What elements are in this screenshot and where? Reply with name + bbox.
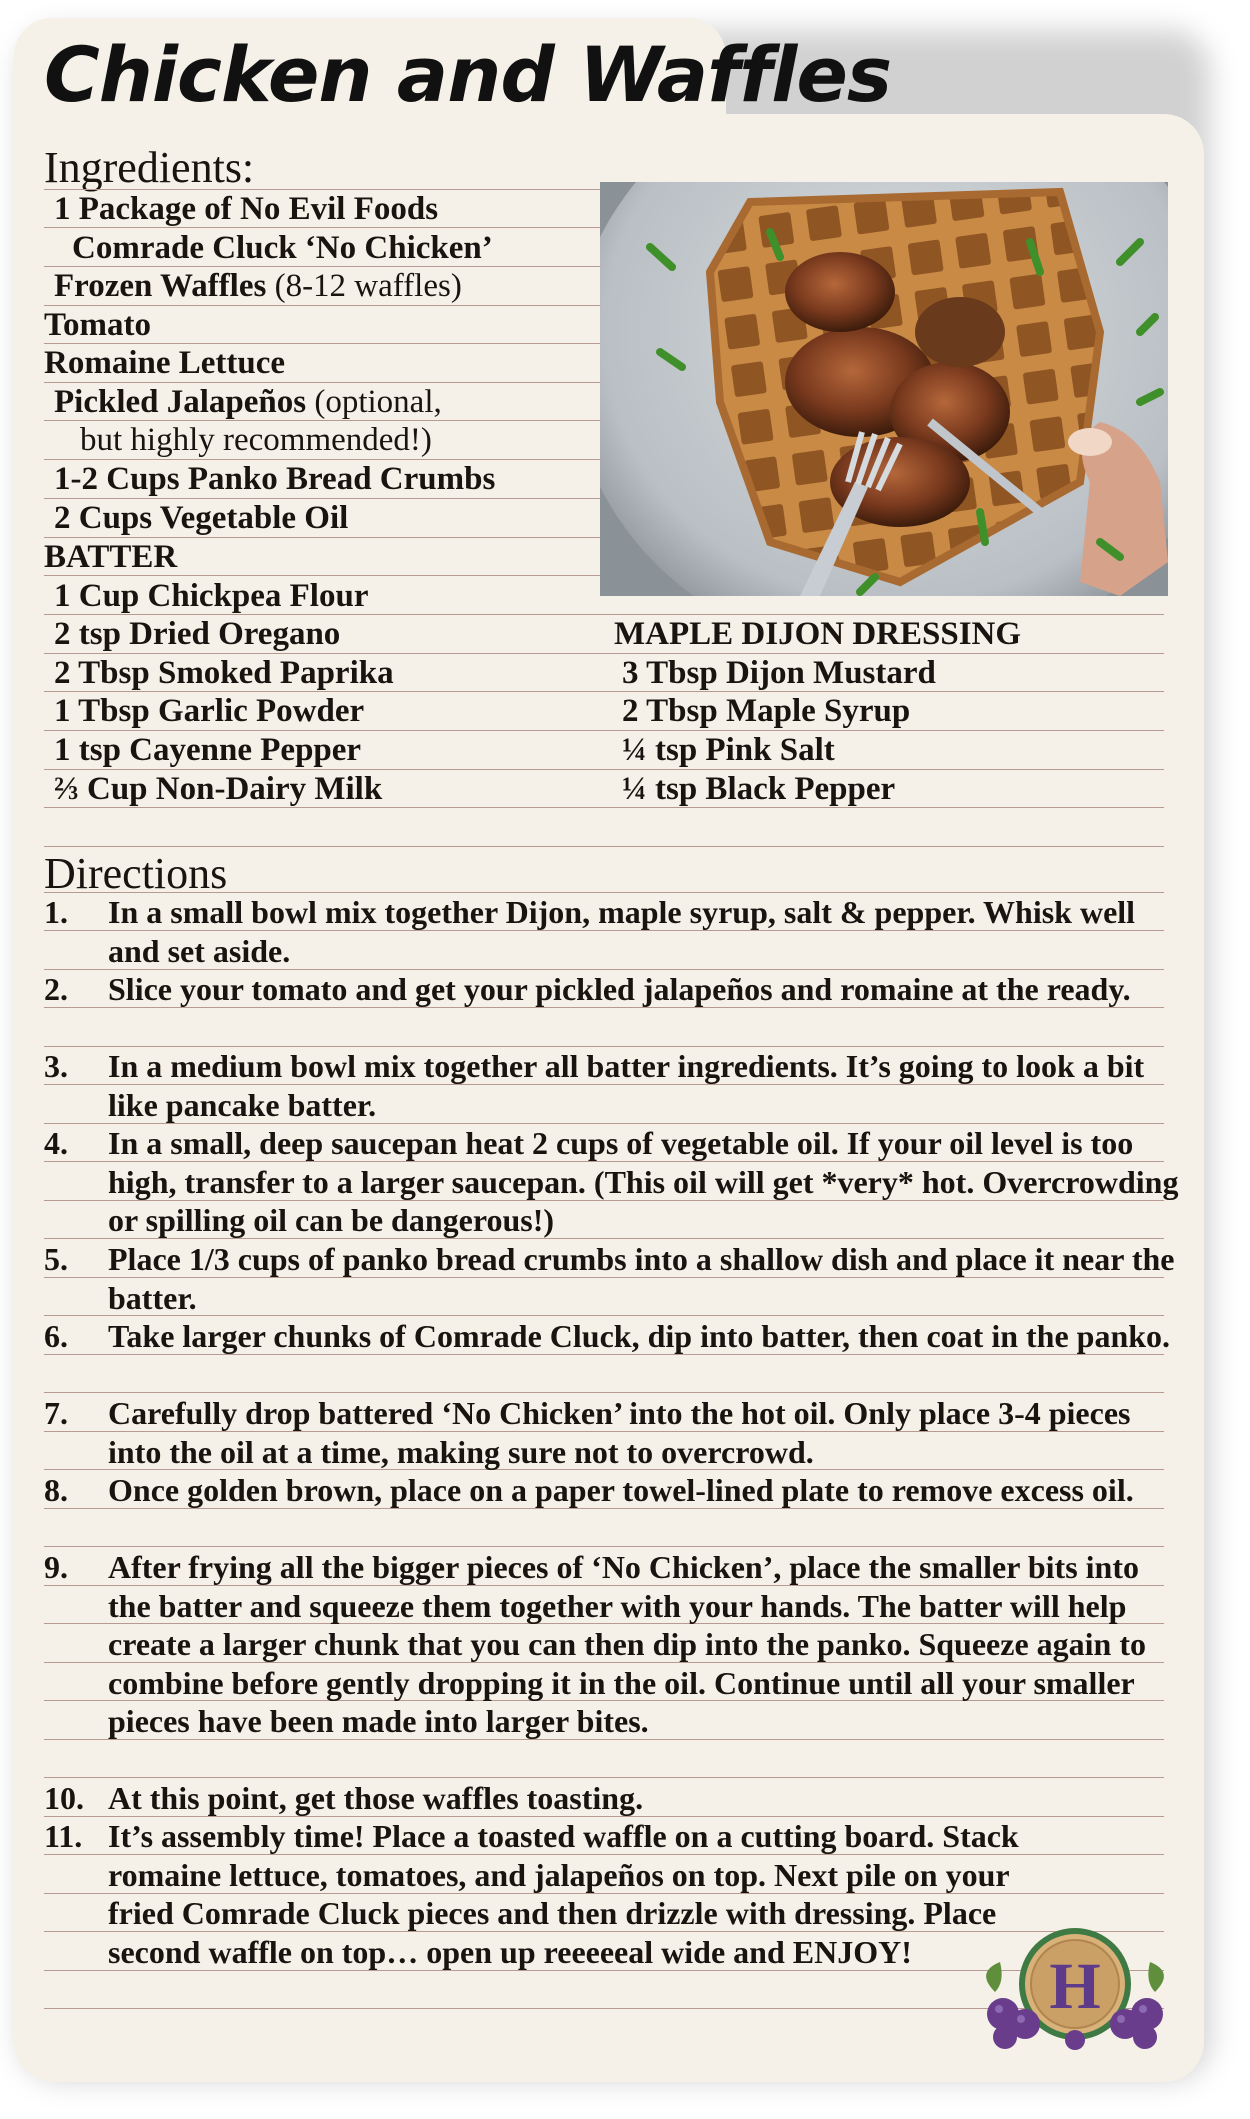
dressing-item: ¼ tsp Pink Salt bbox=[622, 732, 835, 768]
logo-letter: H bbox=[1049, 1950, 1101, 2023]
batter-item: 2 tsp Dried Oregano bbox=[54, 616, 341, 652]
ingredient-line: Comrade Cluck ‘No Chicken’ bbox=[72, 230, 493, 266]
dressing-item: ¼ tsp Black Pepper bbox=[622, 771, 896, 807]
berry-monogram-logo-icon bbox=[975, 1922, 1175, 2052]
ingredient-line: 1 Package of No Evil Foods bbox=[54, 191, 439, 227]
recipe-title: Chicken and Waffles bbox=[44, 30, 892, 119]
batter-item: 1 Cup Chickpea Flour bbox=[54, 578, 369, 614]
rule-line bbox=[44, 1392, 1164, 1393]
rule-line bbox=[44, 846, 1164, 847]
batter-item: 1 tsp Cayenne Pepper bbox=[54, 732, 362, 768]
chicken-waffle-photo-icon bbox=[600, 182, 1168, 596]
rule-line bbox=[44, 1546, 1164, 1547]
dressing-item: 2 Tbsp Maple Syrup bbox=[622, 693, 911, 729]
ingredient-line: 1-2 Cups Panko Bread Crumbs bbox=[54, 461, 496, 497]
dressing-item: 3 Tbsp Dijon Mustard bbox=[622, 655, 936, 691]
rule-line bbox=[44, 1777, 1164, 1778]
batter-item: 2 Tbsp Smoked Paprika bbox=[54, 655, 394, 691]
batter-item: 1 Tbsp Garlic Powder bbox=[54, 693, 365, 729]
ingredient-line: Romaine Lettuce bbox=[44, 345, 286, 381]
directions-heading: Directions bbox=[44, 849, 228, 898]
batter-item: ⅔ Cup Non-Dairy Milk bbox=[54, 771, 383, 807]
batter-heading: BATTER bbox=[44, 539, 178, 575]
dressing-heading: MAPLE DIJON DRESSING bbox=[614, 616, 1022, 652]
ingredient-line: Frozen Waffles (8-12 waffles) bbox=[54, 268, 462, 304]
ingredient-line: but highly recommended!) bbox=[80, 422, 432, 458]
ingredient-line: Tomato bbox=[44, 307, 151, 343]
ingredients-heading: Ingredients: bbox=[44, 143, 255, 192]
ingredient-line: 2 Cups Vegetable Oil bbox=[54, 500, 349, 536]
ingredient-line: Pickled Jalapeños (optional, bbox=[54, 384, 442, 420]
